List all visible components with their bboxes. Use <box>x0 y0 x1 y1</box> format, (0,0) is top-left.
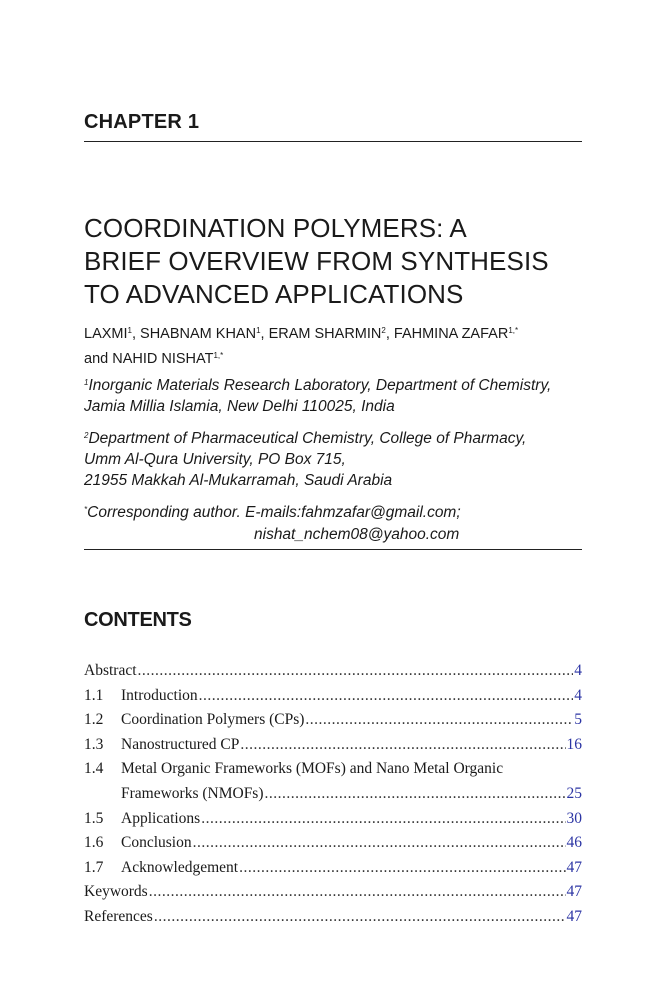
toc-leader-dots <box>199 687 574 705</box>
author-separator: , <box>385 326 394 342</box>
author-affiliation-mark: 1 <box>256 326 261 335</box>
toc-leader-dots <box>239 859 565 877</box>
toc-section-number: 1.5 <box>84 809 104 827</box>
author-name: and NAHID NISHAT <box>84 351 214 367</box>
author-affiliation-mark: 1,* <box>508 326 519 335</box>
toc-entry-conclusion[interactable] <box>84 834 582 859</box>
affiliation-mark: 1 <box>84 378 89 387</box>
toc-page-number[interactable]: 25 <box>566 784 582 802</box>
affiliation-2 <box>84 425 594 491</box>
toc-entry-title: Conclusion <box>121 834 192 852</box>
toc-page-number[interactable]: 30 <box>566 809 582 827</box>
toc-page-number[interactable]: 4 <box>574 662 582 679</box>
corresponding-mark: * <box>84 505 88 514</box>
affiliation-line: Umm Al-Qura University, PO Box 715, <box>84 451 346 468</box>
author-separator: , <box>260 326 269 342</box>
toc-entry-title: Applications <box>121 809 201 827</box>
toc-entry-references[interactable] <box>84 908 582 933</box>
toc-leader-dots <box>240 736 565 754</box>
chapter-rule <box>84 141 582 142</box>
toc-entry-coordination-polymers[interactable] <box>84 711 582 736</box>
toc-section-number: 1.7 <box>84 858 104 876</box>
corresponding-author <box>84 499 594 546</box>
toc-entry-title: Introduction <box>121 686 198 704</box>
toc-entry-title-continued: Frameworks (NMOFs) <box>121 784 264 802</box>
toc-entry-nanostructured-cp[interactable] <box>84 736 582 761</box>
toc-entry-applications[interactable] <box>84 810 582 835</box>
toc-leader-dots <box>149 883 566 901</box>
affiliation-line: Department of Pharmaceutical Chemistry, College of Pharmacy, <box>88 430 527 447</box>
corresponding-email: nishat_nchem08@yahoo.com <box>254 526 460 543</box>
toc-section-number: 1.6 <box>84 834 104 852</box>
toc-entry-mofs[interactable] <box>84 760 582 785</box>
toc-page-number[interactable]: 47 <box>566 858 582 876</box>
table-of-contents <box>84 662 582 933</box>
contents-heading: CONTENTS <box>84 609 192 631</box>
author-name: ERAM SHARMIN <box>268 326 382 342</box>
toc-page-number[interactable]: 16 <box>566 735 582 753</box>
toc-entry-title: Metal Organic Frameworks (MOFs) and Nano Metal Organic <box>121 760 504 778</box>
toc-section-number: 1.2 <box>84 711 104 729</box>
toc-page-number[interactable]: 47 <box>566 883 582 901</box>
toc-leader-dots <box>193 834 566 852</box>
toc-page-number[interactable]: 4 <box>574 686 582 704</box>
author-list <box>84 320 594 370</box>
title-line: BRIEF OVERVIEW FROM SYNTHESIS <box>84 246 549 276</box>
toc-leader-dots <box>305 711 573 729</box>
toc-entry-abstract[interactable] <box>84 662 582 687</box>
author-name: FAHMINA ZAFAR <box>393 326 509 342</box>
affiliation-line: Inorganic Materials Research Laboratory, Department of Chemistry, <box>88 377 552 394</box>
author-separator: , <box>131 326 141 342</box>
toc-entry-title: Acknowledgement <box>121 858 239 876</box>
affiliation-line: 21955 Makkah Al-Mukarramah, Saudi Arabia <box>84 472 393 489</box>
toc-leader-dots <box>265 785 566 803</box>
toc-entry-title: Nanostructured CP <box>121 735 240 753</box>
toc-entry-title: References <box>84 907 153 925</box>
corresponding-text: Corresponding author. E-mails:fahmzafar@gmail.com; <box>87 504 461 521</box>
author-affiliation-mark: 1,* <box>213 351 224 360</box>
toc-section-number: 1.4 <box>84 760 104 778</box>
chapter-label: CHAPTER 1 <box>84 111 200 133</box>
affiliation-1 <box>84 372 594 417</box>
author-affiliation-mark: 1 <box>127 326 132 335</box>
toc-entry-introduction[interactable] <box>84 687 582 712</box>
toc-entry-acknowledgement[interactable] <box>84 859 582 884</box>
toc-leader-dots <box>201 810 565 828</box>
toc-leader-dots <box>138 662 574 680</box>
title-line: TO ADVANCED APPLICATIONS <box>84 279 464 309</box>
header-bottom-rule <box>84 549 582 550</box>
toc-section-number: 1.1 <box>84 686 104 704</box>
toc-page-number[interactable]: 47 <box>566 907 582 925</box>
toc-entry-title: Keywords <box>84 883 148 901</box>
chapter-title <box>84 212 604 311</box>
author-name: LAXMI <box>84 326 128 342</box>
toc-section-number: 1.3 <box>84 735 104 753</box>
toc-page-number[interactable]: 5 <box>574 711 582 729</box>
toc-entry-title: Abstract <box>84 662 137 679</box>
toc-entry-keywords[interactable] <box>84 883 582 908</box>
author-affiliation-mark: 2 <box>381 326 386 335</box>
toc-entry-mofs-continued[interactable] <box>84 785 582 810</box>
toc-page-number[interactable]: 46 <box>566 834 582 852</box>
toc-entry-title: Coordination Polymers (CPs) <box>121 711 305 729</box>
affiliation-line: Jamia Millia Islamia, New Delhi 110025, India <box>84 398 395 415</box>
affiliation-mark: 2 <box>84 431 89 440</box>
toc-leader-dots <box>154 908 566 926</box>
author-name: SHABNAM KHAN <box>140 326 257 342</box>
title-line: COORDINATION POLYMERS: A <box>84 213 467 243</box>
